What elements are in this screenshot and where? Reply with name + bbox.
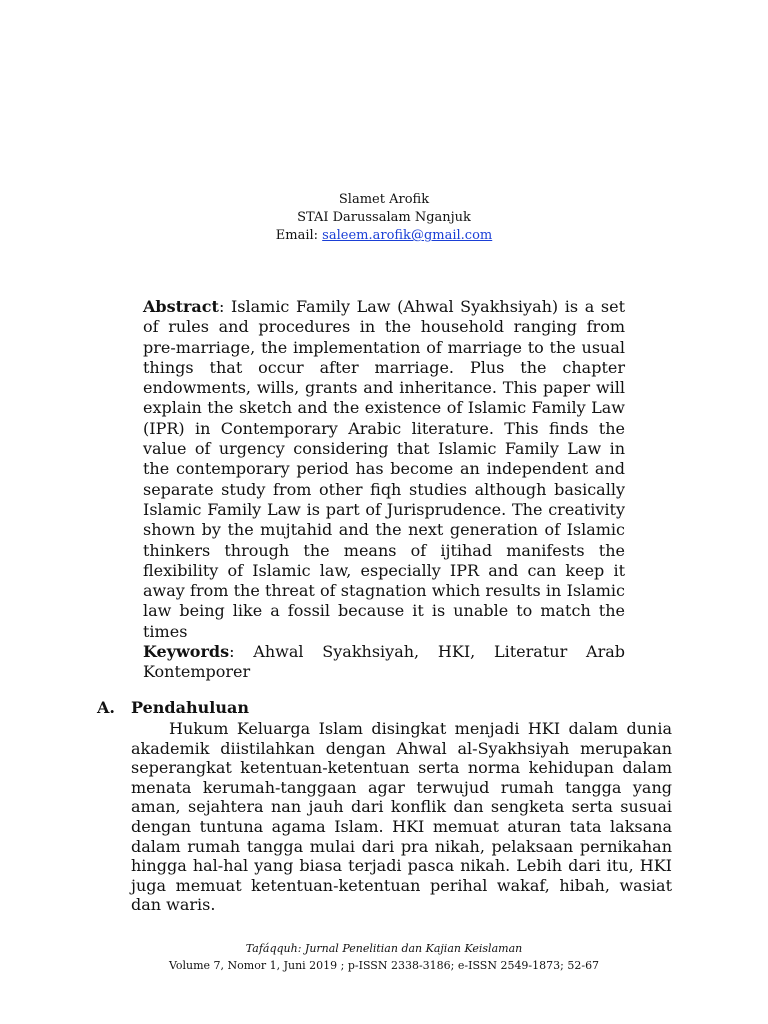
section-introduction [97,697,672,915]
abstract-block [143,297,625,683]
keywords-separator: : [229,642,254,662]
email-label: Email: [275,228,323,243]
author-email-line [0,227,768,245]
keywords-text: Ahwal Syakhsiyah, HKI, Literatur Arab Kontemporer [143,642,625,682]
keywords-paragraph [143,642,625,683]
section-body: Hukum Keluarga Islam disingkat menjadi HKI dalam dunia akademik diistilahkan dengan Ahwal al-Syakhsiyah merupakan seperangkat ketentuan-ketentuan serta norma kehidupan dalam menata kerumah-tanggaan agar terwujud rumah tangga yang aman, sejahtera nan jauh dari konflik dan sengketa serta susuai dengan tuntuna agama Islam. HKI memuat aturan tata laksana dalam rumah tangga mulai dari pra nikah, pelaksaan pernikahan hingga hal-hal yang biasa terjadi pasca nikah. Lebih dari itu, HKI juga memuat ketentuan-ketentuan perihal wakaf, hibah, wasiat dan waris. [131,719,672,915]
author-name: Slamet Arofik [338,192,430,207]
author-block [0,191,768,245]
section-title: Pendahuluan [131,698,249,717]
keywords-label: Keywords [143,642,230,662]
footer-volume-info: Volume 7, Nomor 1, Juni 2019 ; p-ISSN 2338-3186; e-ISSN 2549-1873; 52-67 [168,959,600,972]
abstract-paragraph [143,297,625,642]
footer-journal: Tafáqquh: Jurnal Penelitian dan Kajian Keislaman [245,942,523,955]
section-letter: A. [97,698,115,717]
abstract-label: Abstract [143,297,219,316]
author-institution: STAI Darussalam Nganjuk [297,210,471,225]
email-link[interactable]: saleem.arofik@gmail.com [322,228,493,243]
abstract-separator: : [218,297,231,316]
abstract-text: Islamic Family Law (Ahwal Syakhsiyah) is a set of rules and procedures in the household ranging from pre-marriage, the implementation of marriage to the usual things that occur after marriage. Plus the chapter endowments, wills, grants and inheritance. This paper will explain the sketch and the existence of Islamic Family Law (IPR) in Contemporary Arabic literature. This finds the value of urgency considering that Islamic Family Law in the contemporary period has become an independent and separate study from other fiqh studies although basically Islamic Family Law is part of Jurisprudence. The creativity shown by the mujtahid and the next generation of Islamic thinkers through the means of ijtihad manifests the flexibility of Islamic law, especially IPR and can keep it away from the threat of stagnation which results in Islamic law being like a fossil because it is unable to match the times [143,297,625,641]
section-heading [97,697,672,719]
page-footer [0,940,768,974]
